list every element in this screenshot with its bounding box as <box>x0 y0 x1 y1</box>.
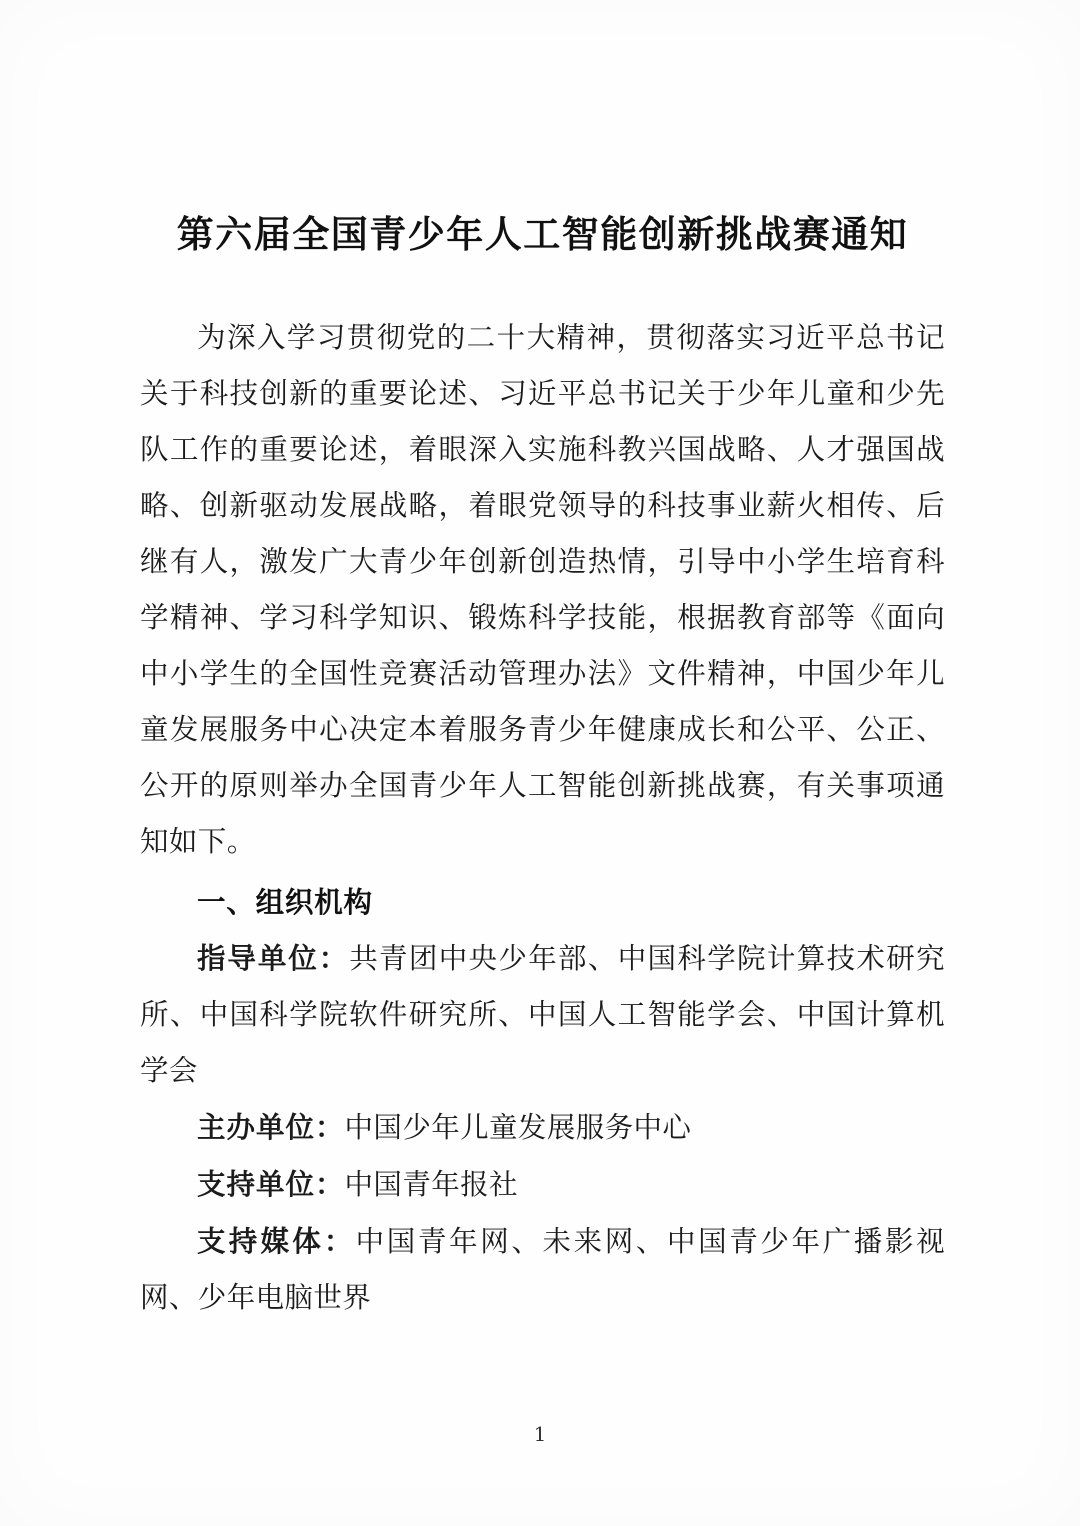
organization-label: 主办单位： <box>197 1110 345 1145</box>
organization-label: 支持单位： <box>197 1167 345 1202</box>
organization-row <box>140 1156 945 1213</box>
section-heading-organization: 一、组织机构 <box>197 885 373 920</box>
organization-label: 支持媒体： <box>197 1224 356 1259</box>
page-title: 第六届全国青少年人工智能创新挑战赛通知 <box>176 212 909 256</box>
organization-label: 指导单位： <box>197 941 350 976</box>
page-number: 1 <box>533 1422 547 1446</box>
organization-row <box>140 1213 945 1326</box>
intro-paragraph: 为深入学习贯彻党的二十大精神，贯彻落实习近平总书记关于科技创新的重要论述、习近平总书记关于少年儿童和少先队工作的重要论述，着眼深入实施科教兴国战略、人才强国战略、创新驱动发展战略，着眼党领导的科技事业薪火相传、后继有人，激发广大青少年创新创造热情，引导中小学生培育科学精神、学习科学知识、锻炼科学技能，根据教育部等《面向中小学生的全国性竞赛活动管理办法》文件精神，中国少年儿童发展服务中心决定本着服务青少年健康成长和公平、公正、公开的原则举办全国青少年人工智能创新挑战赛，有关事项通知如下。 <box>140 321 945 859</box>
organization-value: 共青团中央少年部、中国科学院计算技术研究所、中国科学院软件研究所、中国人工智能学会、中国计算机学会 <box>140 942 945 1088</box>
organization-value: 中国青年网、未来网、中国青少年广播影视网、少年电脑世界 <box>140 1225 945 1315</box>
organization-value: 中国青年报社 <box>344 1168 518 1202</box>
organization-value: 中国少年儿童发展服务中心 <box>344 1111 692 1145</box>
organization-row <box>140 930 945 1099</box>
organization-row <box>140 1099 945 1156</box>
